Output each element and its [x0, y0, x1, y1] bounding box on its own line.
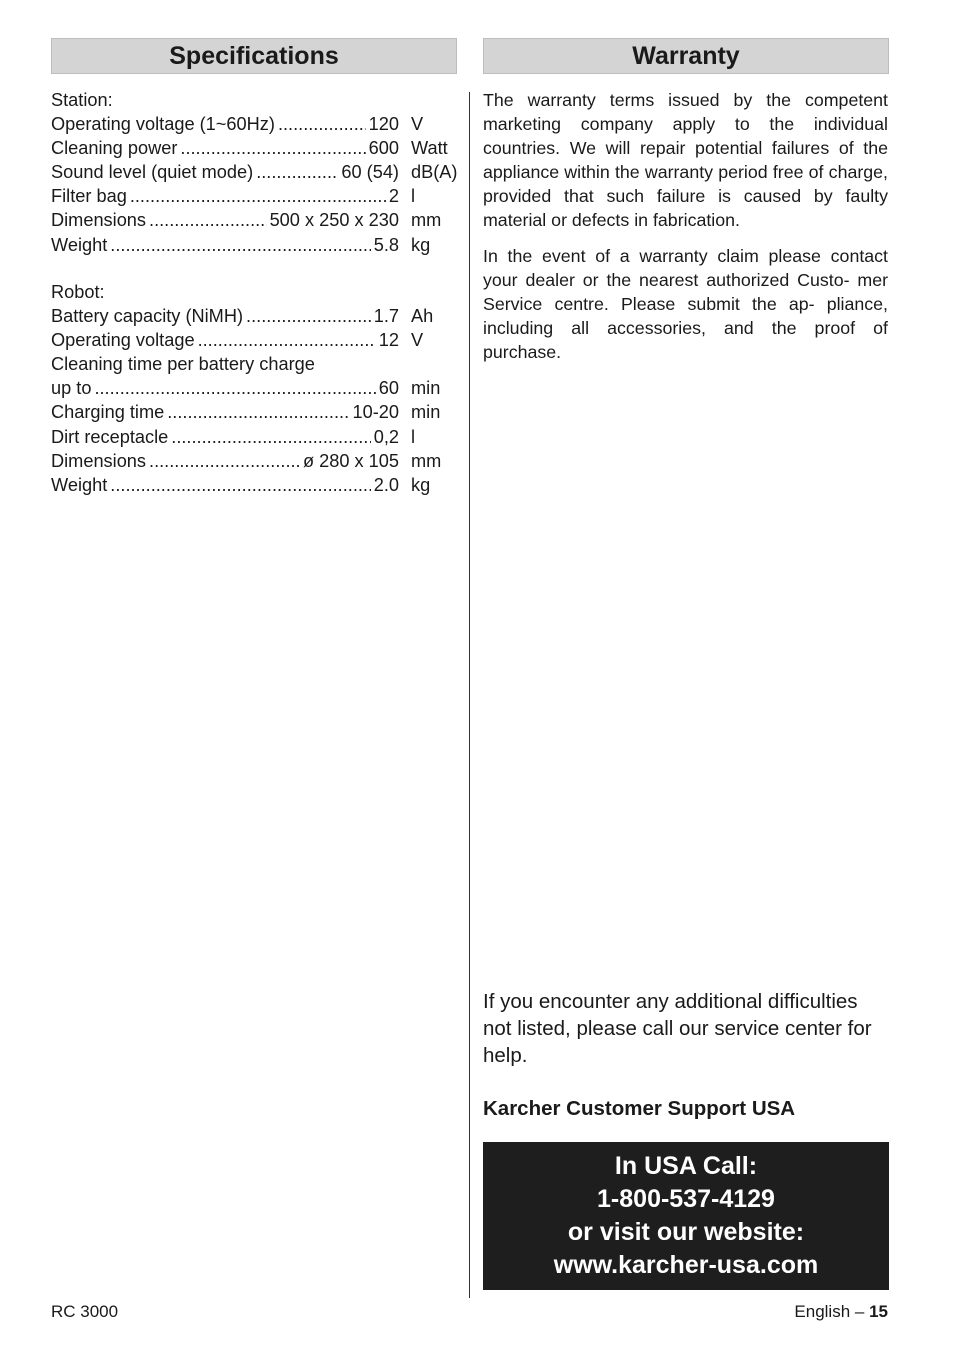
spec-value: 60 — [378, 378, 399, 399]
spec-label: Battery capacity (NiMH) — [51, 306, 244, 327]
cleaning-time-label: Cleaning time per battery charge — [51, 354, 315, 375]
spec-row — [51, 208, 461, 232]
spec-label: Weight — [51, 234, 108, 255]
robot-title: Robot: — [51, 282, 105, 302]
spec-value: 0,2 — [373, 426, 399, 447]
spec-label: Filter bag — [51, 186, 127, 207]
model-name: RC 3000 — [51, 1302, 119, 1321]
spec-row — [51, 473, 461, 497]
spec-label: Dimensions — [51, 450, 147, 471]
language-label: English – — [794, 1302, 865, 1321]
spec-value: 1.7 — [373, 306, 399, 327]
spec-row — [51, 136, 461, 160]
spec-label: Cleaning power — [51, 138, 178, 159]
spec-value: 12 — [378, 330, 399, 351]
spec-label: Operating voltage — [51, 330, 195, 351]
spec-value: ø 280 x 105 — [302, 450, 399, 471]
spec-value: 10-20 — [352, 402, 399, 423]
website-link[interactable]: www.karcher-usa.com — [553, 1251, 819, 1279]
website-prompt: or visit our website: — [567, 1218, 805, 1246]
spec-label: Sound level (quiet mode) — [51, 162, 254, 183]
spec-unit: l — [411, 186, 416, 207]
spec-row — [51, 233, 461, 257]
spec-row — [51, 184, 461, 208]
spec-row — [51, 328, 461, 352]
spec-unit: mm — [411, 450, 442, 471]
spec-unit: kg — [411, 474, 431, 495]
contact-box — [483, 1142, 889, 1290]
spec-unit: kg — [411, 234, 431, 255]
call-heading: In USA Call: — [614, 1152, 758, 1180]
column-divider — [469, 92, 470, 1298]
spec-row — [51, 304, 461, 328]
spec-unit: Ah — [411, 306, 434, 327]
specifications-heading: Specifications — [51, 38, 457, 74]
spec-label: Operating voltage (1~60Hz) — [51, 114, 275, 135]
spec-value: 600 — [368, 138, 399, 159]
robot-specs — [51, 280, 461, 497]
warranty-paragraph-1: The warranty terms issued by the competent marketing company apply to the individual countries. We will repair potential failures of the appliance within the warranty period free of charge, provided that such failure is caused by faulty material or defects in fabrication. — [483, 90, 888, 231]
spec-row — [51, 376, 461, 400]
spec-row — [51, 112, 461, 136]
spec-value: 60 (54) — [341, 162, 399, 183]
page-number: 15 — [869, 1302, 888, 1321]
spec-label: Weight — [51, 474, 108, 495]
page-footer — [794, 1302, 888, 1322]
spec-unit: dB(A) — [411, 162, 458, 183]
station-title: Station: — [51, 90, 113, 110]
spec-unit: mm — [411, 210, 442, 231]
spec-label: Dirt receptacle — [51, 426, 169, 447]
spec-row — [51, 160, 461, 184]
spec-row — [51, 449, 461, 473]
spec-label: Charging time — [51, 402, 165, 423]
spec-unit: Watt — [411, 138, 448, 159]
spec-value: 2.0 — [373, 474, 399, 495]
phone-number[interactable]: 1-800-537-4129 — [597, 1185, 775, 1213]
spec-unit: min — [411, 378, 441, 399]
spec-unit: l — [411, 426, 416, 447]
spec-unit: V — [411, 114, 424, 135]
spec-row — [51, 425, 461, 449]
help-text: If you encounter any additional difficulties not listed, please call our service center for help. — [483, 990, 872, 1067]
spec-value: 500 x 250 x 230 — [269, 210, 399, 231]
support-title: Karcher Customer Support USA — [483, 1097, 796, 1120]
spec-value: 5.8 — [373, 234, 399, 255]
spec-value: 120 — [368, 114, 399, 135]
spec-label: up to — [51, 378, 92, 399]
spec-unit: V — [411, 330, 424, 351]
spec-row — [51, 400, 461, 424]
spec-label: Dimensions — [51, 210, 147, 231]
warranty-heading: Warranty — [483, 38, 889, 74]
spec-unit: min — [411, 402, 441, 423]
station-specs — [51, 88, 461, 257]
warranty-paragraph-2: In the event of a warranty claim please contact your dealer or the nearest authorized Custo- mer Service centre. Please submit the ap- pliance, including all accessories, and the proof of purchase. — [483, 246, 888, 363]
spec-value: 2 — [388, 186, 399, 207]
